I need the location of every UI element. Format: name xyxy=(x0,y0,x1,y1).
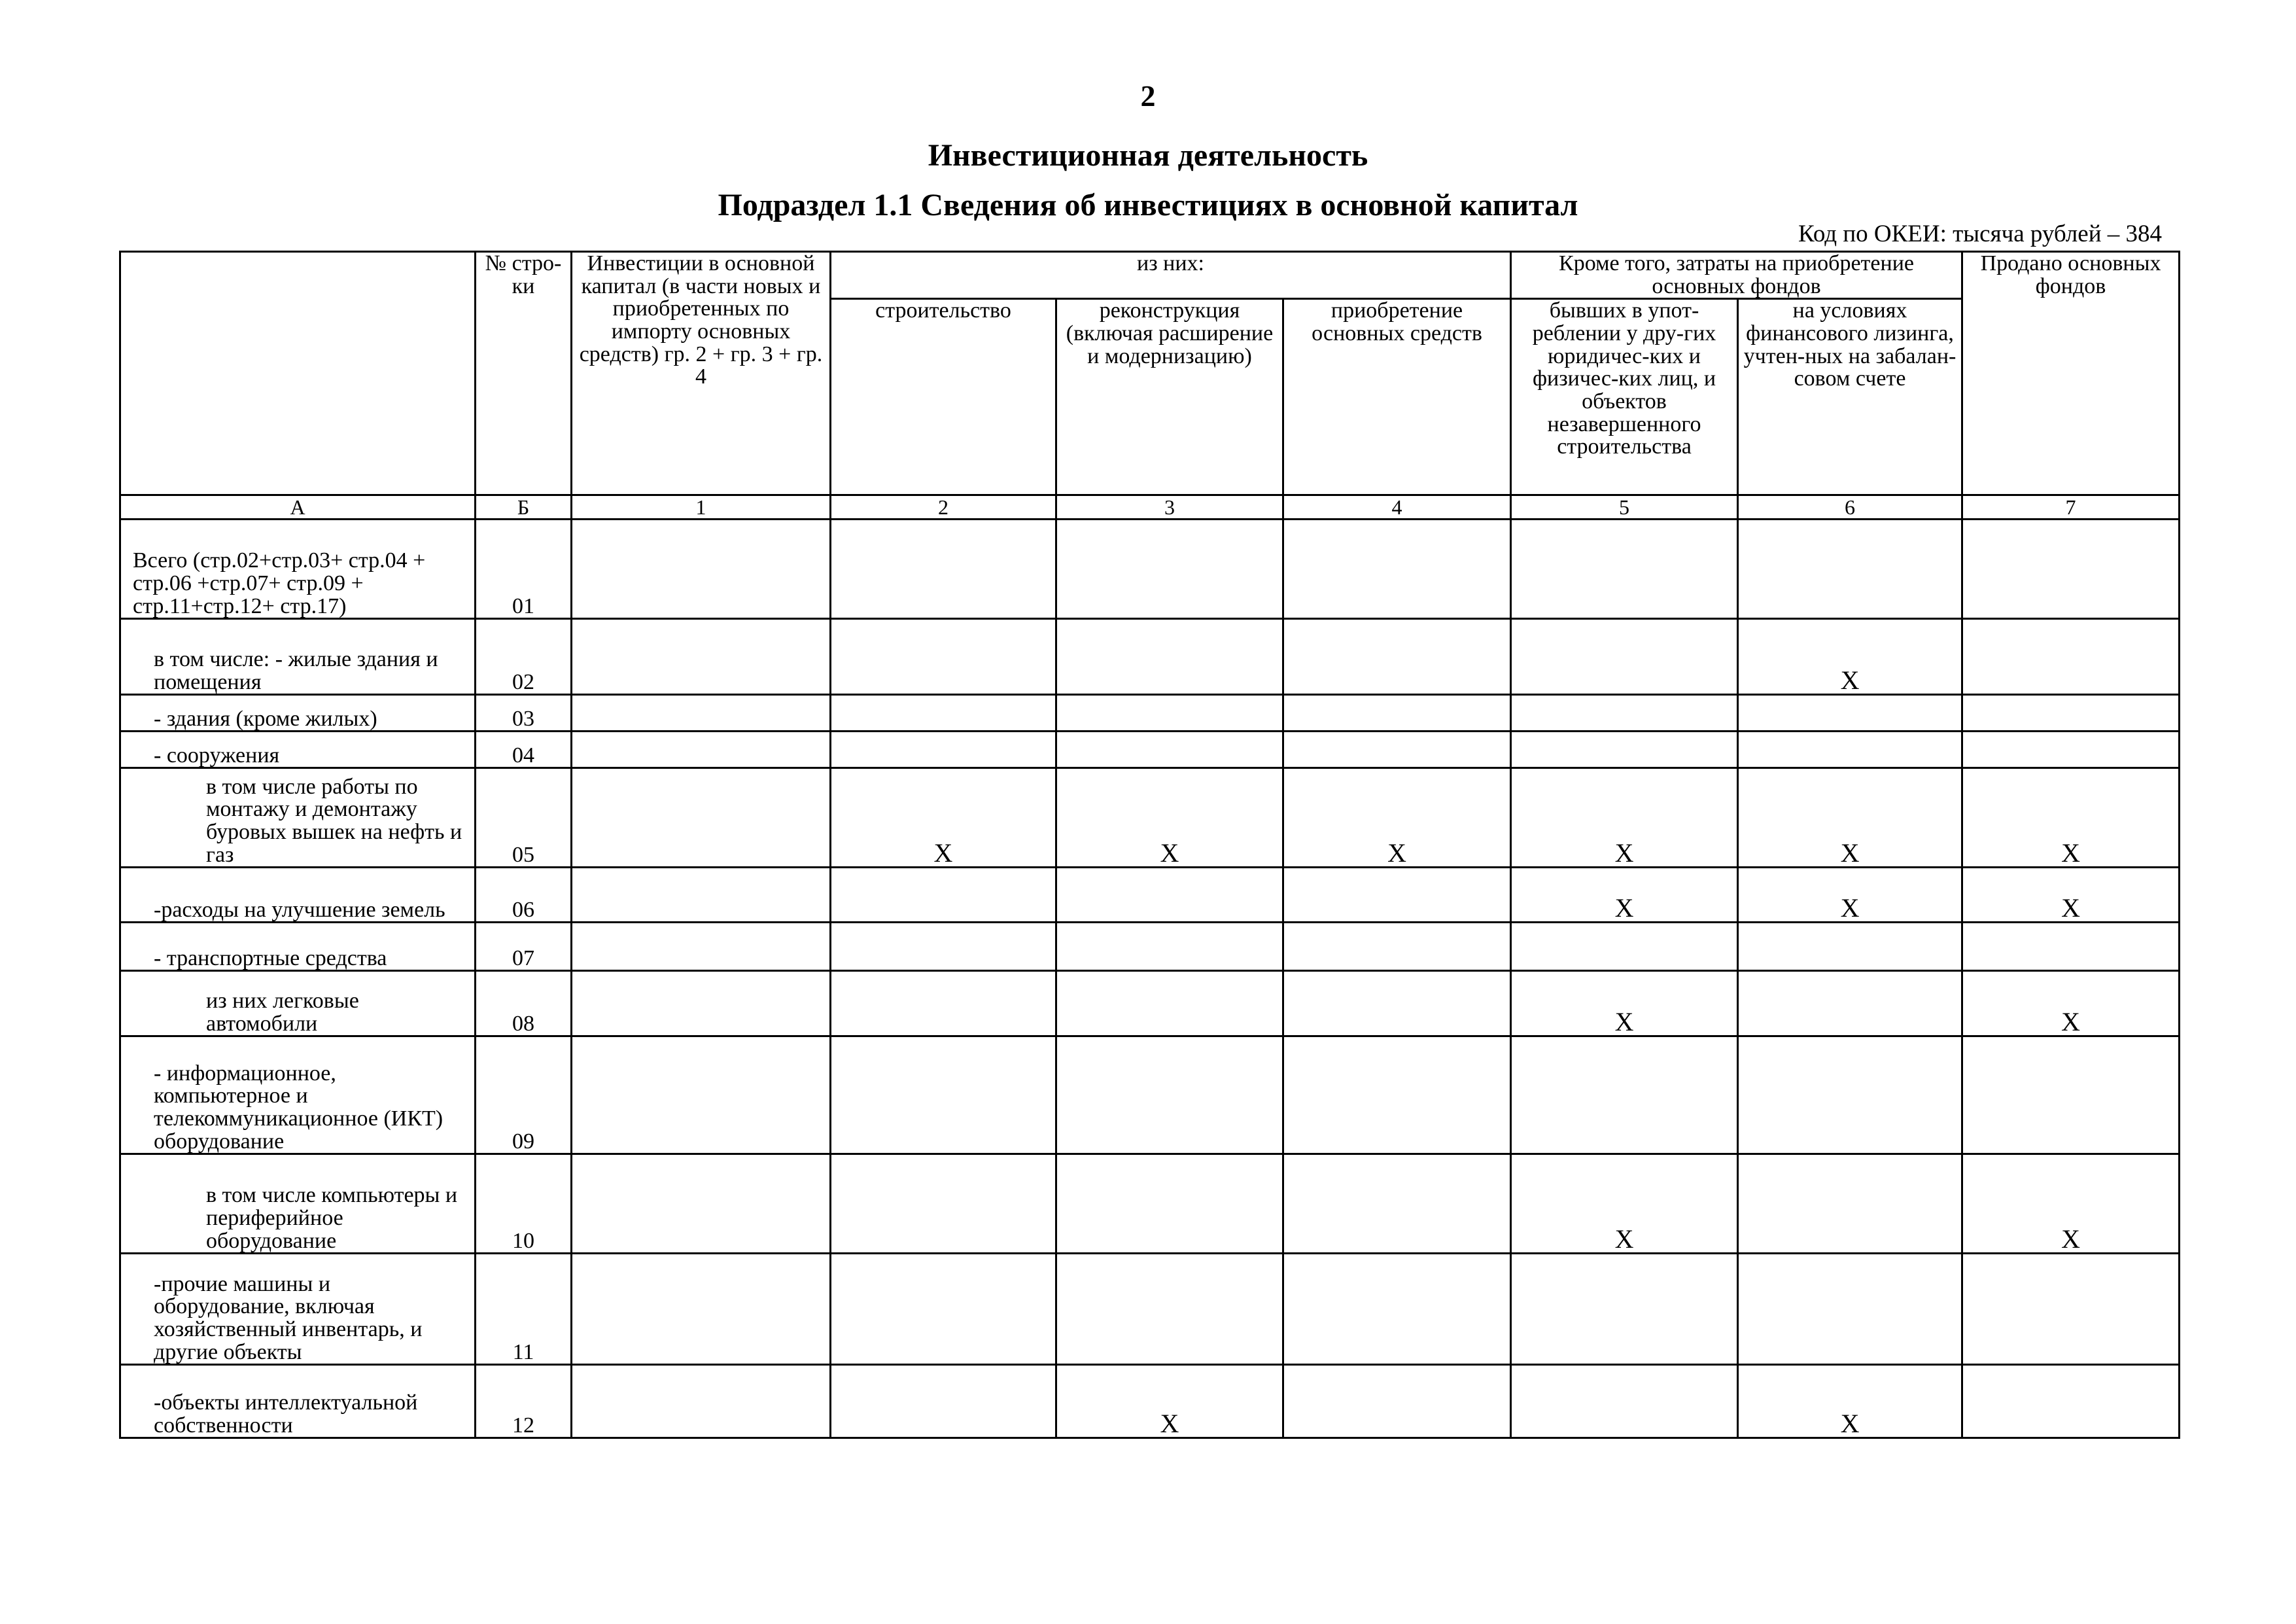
row-code: 05 xyxy=(476,768,572,868)
data-cell[interactable] xyxy=(831,971,1056,1036)
data-cell[interactable] xyxy=(831,619,1056,695)
data-cell[interactable] xyxy=(1056,971,1283,1036)
column-letter: 7 xyxy=(1962,495,2180,520)
row-name: - транспортные средства xyxy=(120,923,476,971)
row-code: 12 xyxy=(476,1365,572,1438)
subsection-title: Подраздел 1.1 Сведения об инвестициях в основной капитал xyxy=(718,188,1578,222)
table-row xyxy=(120,868,2180,923)
data-cell[interactable] xyxy=(572,1254,831,1365)
data-cell[interactable] xyxy=(1056,868,1283,923)
section-title: Инвестиционная деятельность xyxy=(928,138,1368,173)
data-cell[interactable] xyxy=(831,1365,1056,1438)
data-cell[interactable] xyxy=(572,1036,831,1154)
row-name: -прочие машины и оборудование, включая хозяйственный инвентарь, и другие объекты xyxy=(120,1254,476,1365)
table-row xyxy=(120,520,2180,619)
table-row xyxy=(120,695,2180,732)
header-used: бывших в упот-реблении у дру-гих юридичес-ких и физичес-ких лиц, и объектов незавершенного строительства xyxy=(1511,299,1738,495)
not-applicable-mark: X xyxy=(1738,1365,1962,1438)
column-letter: Б xyxy=(476,495,572,520)
header-leasing: на условиях финансового лизинга, учтен-ных на забалан-совом счете xyxy=(1738,299,1962,495)
data-cell[interactable] xyxy=(1283,520,1511,619)
data-cell[interactable] xyxy=(1511,1036,1738,1154)
data-cell[interactable] xyxy=(1738,732,1962,768)
data-cell[interactable] xyxy=(572,1154,831,1254)
data-cell[interactable] xyxy=(831,732,1056,768)
data-cell[interactable] xyxy=(831,695,1056,732)
header-construction: строительство xyxy=(831,299,1056,495)
not-applicable-mark: X xyxy=(1962,768,2180,868)
header-besides: Кроме того, затраты на приобретение основных фондов xyxy=(1511,252,1962,299)
column-letter: 2 xyxy=(831,495,1056,520)
not-applicable-mark: X xyxy=(1738,768,1962,868)
column-letters-row xyxy=(120,495,2180,520)
row-code: 07 xyxy=(476,923,572,971)
column-letter: 3 xyxy=(1056,495,1283,520)
table-row xyxy=(120,619,2180,695)
header-investments: Инвестиции в основной капитал (в части новых и приобретенных по импорту основных средств) гр. 2 + гр. 3 + гр. 4 xyxy=(572,252,831,495)
data-cell[interactable] xyxy=(1283,868,1511,923)
data-cell[interactable] xyxy=(1283,1036,1511,1154)
data-cell[interactable] xyxy=(1283,923,1511,971)
not-applicable-mark: X xyxy=(1511,868,1738,923)
data-cell[interactable] xyxy=(1511,923,1738,971)
data-cell[interactable] xyxy=(1056,520,1283,619)
okei-unit-code: Код по ОКЕИ: тысяча рублей – 384 xyxy=(1798,221,2162,247)
row-name: в том числе: - жилые здания и помещения xyxy=(120,619,476,695)
data-cell[interactable] xyxy=(572,1365,831,1438)
data-cell[interactable] xyxy=(1511,1254,1738,1365)
data-cell[interactable] xyxy=(1056,923,1283,971)
data-cell[interactable] xyxy=(1283,1365,1511,1438)
not-applicable-mark: X xyxy=(1511,768,1738,868)
header-row-name xyxy=(120,252,476,495)
data-cell[interactable] xyxy=(1056,619,1283,695)
data-cell[interactable] xyxy=(1962,695,2180,732)
column-letter: 6 xyxy=(1738,495,1962,520)
not-applicable-mark: X xyxy=(1056,1365,1283,1438)
row-code: 06 xyxy=(476,868,572,923)
data-cell[interactable] xyxy=(1962,1365,2180,1438)
data-cell[interactable] xyxy=(1962,923,2180,971)
row-name: -расходы на улучшение земель xyxy=(120,868,476,923)
data-cell[interactable] xyxy=(1283,619,1511,695)
not-applicable-mark: X xyxy=(1511,1154,1738,1254)
row-name: Всего (стр.02+стр.03+ стр.04 + стр.06 +стр.07+ стр.09 + стр.11+стр.12+ стр.17) xyxy=(120,520,476,619)
table-row xyxy=(120,732,2180,768)
data-cell[interactable] xyxy=(1962,732,2180,768)
table-row xyxy=(120,1036,2180,1154)
row-code: 08 xyxy=(476,971,572,1036)
data-cell[interactable] xyxy=(831,520,1056,619)
data-cell[interactable] xyxy=(1511,1365,1738,1438)
table-row xyxy=(120,768,2180,868)
data-cell[interactable] xyxy=(1056,1254,1283,1365)
column-letter: А xyxy=(120,495,476,520)
not-applicable-mark: X xyxy=(1738,868,1962,923)
data-cell[interactable] xyxy=(831,1254,1056,1365)
data-cell[interactable] xyxy=(1511,695,1738,732)
data-cell[interactable] xyxy=(1511,520,1738,619)
data-cell[interactable] xyxy=(1283,1254,1511,1365)
column-letter: 4 xyxy=(1283,495,1511,520)
data-cell[interactable] xyxy=(1962,619,2180,695)
data-cell[interactable] xyxy=(572,695,831,732)
data-cell[interactable] xyxy=(572,768,831,868)
data-cell[interactable] xyxy=(572,971,831,1036)
data-cell[interactable] xyxy=(1056,732,1283,768)
data-cell[interactable] xyxy=(1738,923,1962,971)
row-code: 04 xyxy=(476,732,572,768)
row-code: 03 xyxy=(476,695,572,732)
table-row xyxy=(120,1254,2180,1365)
data-cell[interactable] xyxy=(1738,1254,1962,1365)
row-name: -объекты интеллектуальной собственности xyxy=(120,1365,476,1438)
data-cell[interactable] xyxy=(1738,695,1962,732)
data-cell[interactable] xyxy=(1962,520,2180,619)
data-cell[interactable] xyxy=(1738,1154,1962,1254)
row-name: - информационное, компьютерное и телекоммуникационное (ИКТ) оборудование xyxy=(120,1036,476,1154)
row-code: 10 xyxy=(476,1154,572,1254)
table-row xyxy=(120,971,2180,1036)
row-code: 11 xyxy=(476,1254,572,1365)
data-cell[interactable] xyxy=(1283,971,1511,1036)
not-applicable-mark: X xyxy=(831,768,1056,868)
column-letter: 5 xyxy=(1511,495,1738,520)
header-acquisition: приобретение основных средств xyxy=(1283,299,1511,495)
page-number: 2 xyxy=(1140,79,1156,113)
data-cell[interactable] xyxy=(1283,732,1511,768)
not-applicable-mark: X xyxy=(1056,768,1283,868)
row-name: в том числе работы по монтажу и демонтажу буровых вышек на нефть и газ xyxy=(120,768,476,868)
data-cell[interactable] xyxy=(572,923,831,971)
data-cell[interactable] xyxy=(1738,520,1962,619)
data-cell[interactable] xyxy=(1056,1154,1283,1254)
data-cell[interactable] xyxy=(831,1036,1056,1154)
data-cell[interactable] xyxy=(831,868,1056,923)
not-applicable-mark: X xyxy=(1511,971,1738,1036)
investment-table xyxy=(119,251,2180,1439)
table-row xyxy=(120,1365,2180,1438)
data-cell[interactable] xyxy=(572,732,831,768)
row-code: 02 xyxy=(476,619,572,695)
header-sold: Продано основных фондов xyxy=(1962,252,2180,495)
row-name: в том числе компьютеры и периферийное оборудование xyxy=(120,1154,476,1254)
data-cell[interactable] xyxy=(1056,1036,1283,1154)
header-reconstruction: реконструкция (включая расширение и модернизацию) xyxy=(1056,299,1283,495)
row-name: - сооружения xyxy=(120,732,476,768)
table-row xyxy=(120,923,2180,971)
data-cell[interactable] xyxy=(1511,619,1738,695)
table-row xyxy=(120,1154,2180,1254)
data-cell[interactable] xyxy=(1962,1036,2180,1154)
data-cell[interactable] xyxy=(572,619,831,695)
data-cell[interactable] xyxy=(831,1154,1056,1254)
data-cell[interactable] xyxy=(1511,732,1738,768)
row-code: 09 xyxy=(476,1036,572,1154)
data-cell[interactable] xyxy=(572,520,831,619)
data-cell[interactable] xyxy=(831,923,1056,971)
not-applicable-mark: X xyxy=(1962,1154,2180,1254)
header-row-no: № стро-ки xyxy=(476,252,572,495)
row-name: из них легковые автомобили xyxy=(120,971,476,1036)
not-applicable-mark: X xyxy=(1962,971,2180,1036)
row-name: - здания (кроме жилых) xyxy=(120,695,476,732)
data-cell[interactable] xyxy=(1283,695,1511,732)
data-cell[interactable] xyxy=(1962,1254,2180,1365)
data-cell[interactable] xyxy=(572,868,831,923)
data-cell[interactable] xyxy=(1283,1154,1511,1254)
row-code: 01 xyxy=(476,520,572,619)
data-cell[interactable] xyxy=(1056,695,1283,732)
column-letter: 1 xyxy=(572,495,831,520)
data-cell[interactable] xyxy=(1738,971,1962,1036)
not-applicable-mark: X xyxy=(1283,768,1511,868)
header-of-them: из них: xyxy=(831,252,1511,299)
data-cell[interactable] xyxy=(1738,1036,1962,1154)
not-applicable-mark: X xyxy=(1738,619,1962,695)
not-applicable-mark: X xyxy=(1962,868,2180,923)
